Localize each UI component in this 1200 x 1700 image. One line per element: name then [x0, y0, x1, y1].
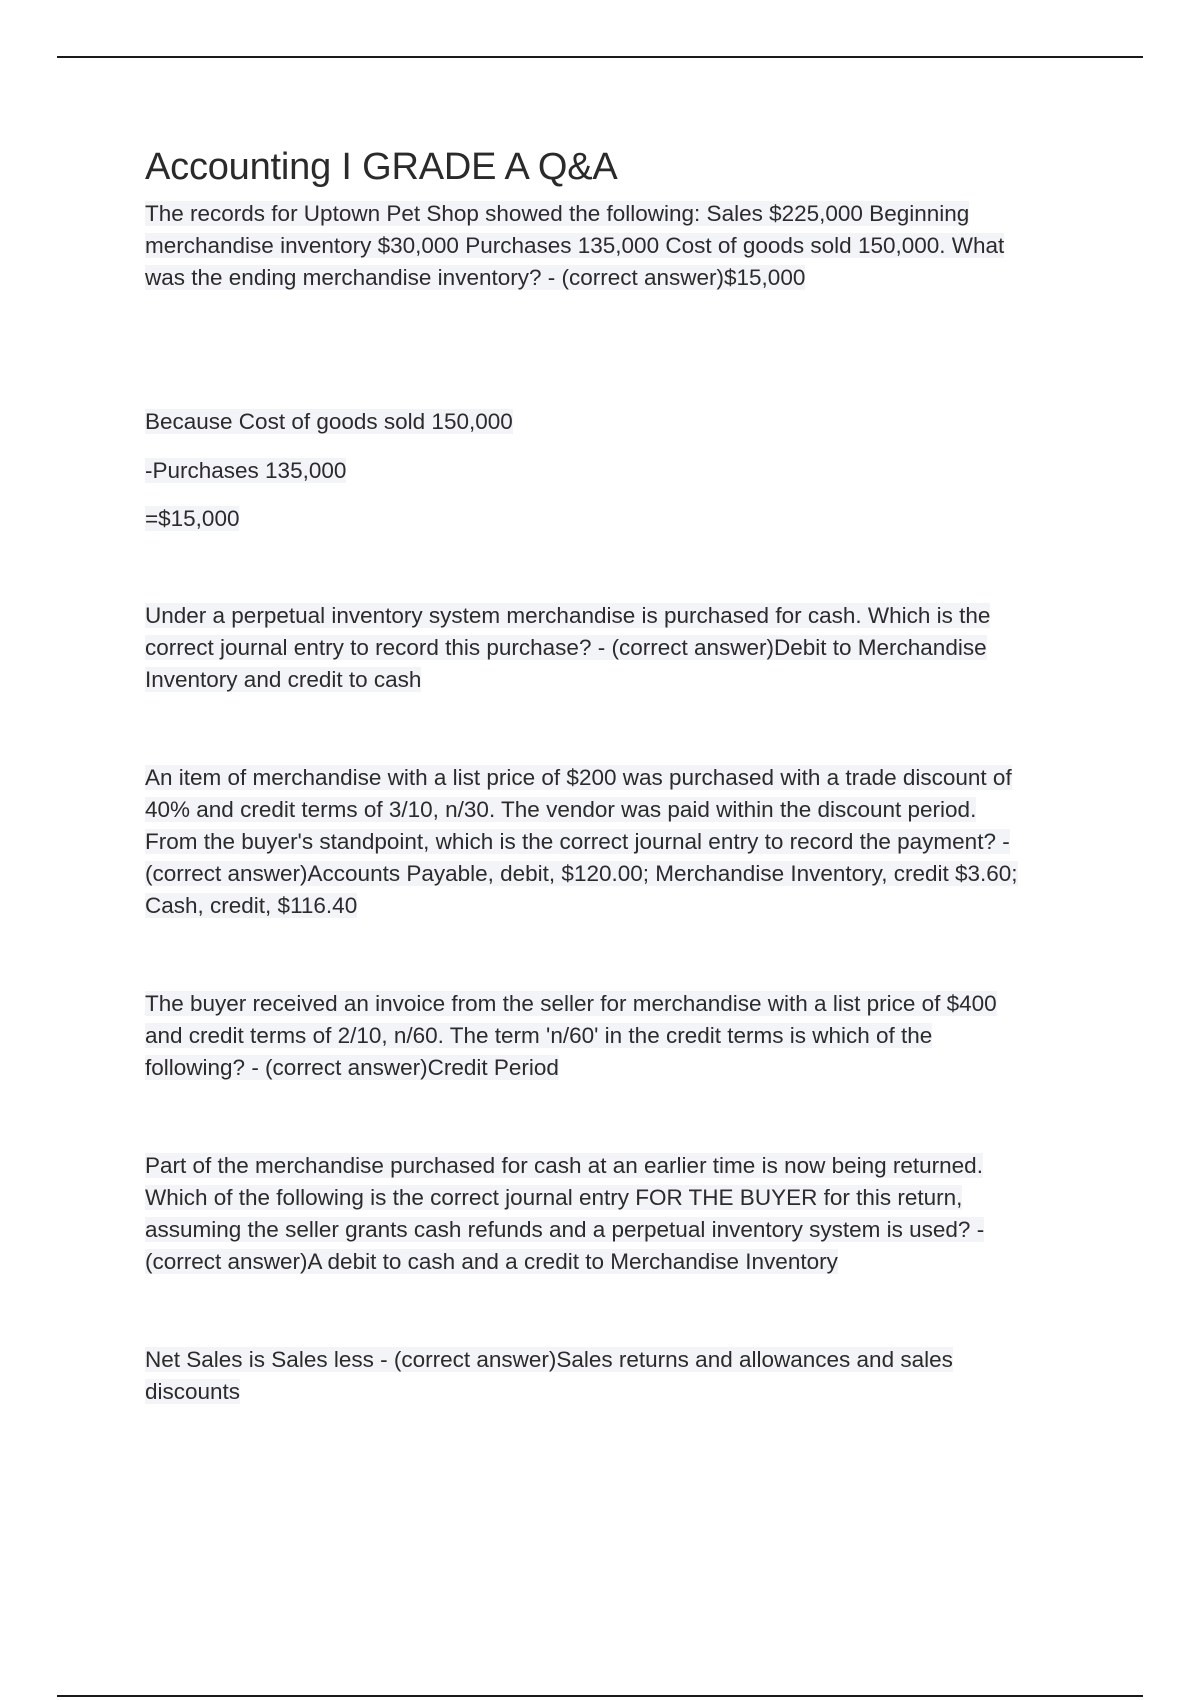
explanation-line-1: Because Cost of goods sold 150,000 [145, 409, 513, 434]
explanation-line-2: -Purchases 135,000 [145, 458, 347, 483]
qa-item-1-line-2: merchandise inventory $30,000 Purchases 135,000 Cost of goods sold 150,000. What [145, 233, 1005, 258]
qa-item-3-line-4: (correct answer)Accounts Payable, debit, $120.00; Merchandise Inventory, credit $3.60; [145, 861, 1018, 886]
qa-item-6-line-1: Net Sales is Sales less - (correct answer)Sales returns and allowances and sales [145, 1347, 953, 1372]
qa-item-3-line-1: An item of merchandise with a list price of $200 was purchased with a trade discount of [145, 765, 1012, 790]
qa-item-4-line-1: The buyer received an invoice from the seller for merchandise with a list price of $400 [145, 991, 997, 1016]
qa-item-5 [145, 1150, 984, 1278]
qa-item-2-line-1: Under a perpetual inventory system merchandise is purchased for cash. Which is the [145, 603, 991, 628]
qa-item-6-line-2: discounts [145, 1379, 241, 1404]
qa-item-3-line-3: From the buyer's standpoint, which is the correct journal entry to record the payment? - [145, 829, 1010, 854]
qa-item-2-line-3: Inventory and credit to cash [145, 667, 422, 692]
qa-item-1 [145, 198, 1004, 294]
qa-item-1-line-1: The records for Uptown Pet Shop showed the following: Sales $225,000 Beginning [145, 201, 970, 226]
top-rule [57, 56, 1143, 58]
qa-item-2 [145, 600, 990, 696]
qa-item-4-line-3: following? - (correct answer)Credit Period [145, 1055, 559, 1080]
qa-item-3-line-2: 40% and credit terms of 3/10, n/30. The vendor was paid within the discount period. [145, 797, 977, 822]
qa-item-5-line-2: Which of the following is the correct journal entry FOR THE BUYER for this return, [145, 1185, 963, 1210]
page-title: Accounting I GRADE A Q&A [145, 146, 618, 188]
qa-item-4-line-2: and credit terms of 2/10, n/60. The term 'n/60' in the credit terms is which of the [145, 1023, 933, 1048]
qa-item-2-line-2: correct journal entry to record this purchase? - (correct answer)Debit to Merchandise [145, 635, 987, 660]
qa-item-1-line-3: was the ending merchandise inventory? - (correct answer)$15,000 [145, 265, 806, 290]
qa-item-3 [145, 762, 1018, 922]
qa-item-5-line-4: (correct answer)A debit to cash and a credit to Merchandise Inventory [145, 1249, 838, 1274]
bottom-rule [57, 1695, 1143, 1697]
qa-item-4 [145, 988, 997, 1084]
qa-item-6 [145, 1344, 953, 1408]
qa-item-5-line-1: Part of the merchandise purchased for cash at an earlier time is now being returned. [145, 1153, 983, 1178]
explanation-line-3: =$15,000 [145, 506, 240, 531]
qa-item-5-line-3: assuming the seller grants cash refunds and a perpetual inventory system is used? - [145, 1217, 985, 1242]
qa-item-3-line-5: Cash, credit, $116.40 [145, 893, 358, 918]
